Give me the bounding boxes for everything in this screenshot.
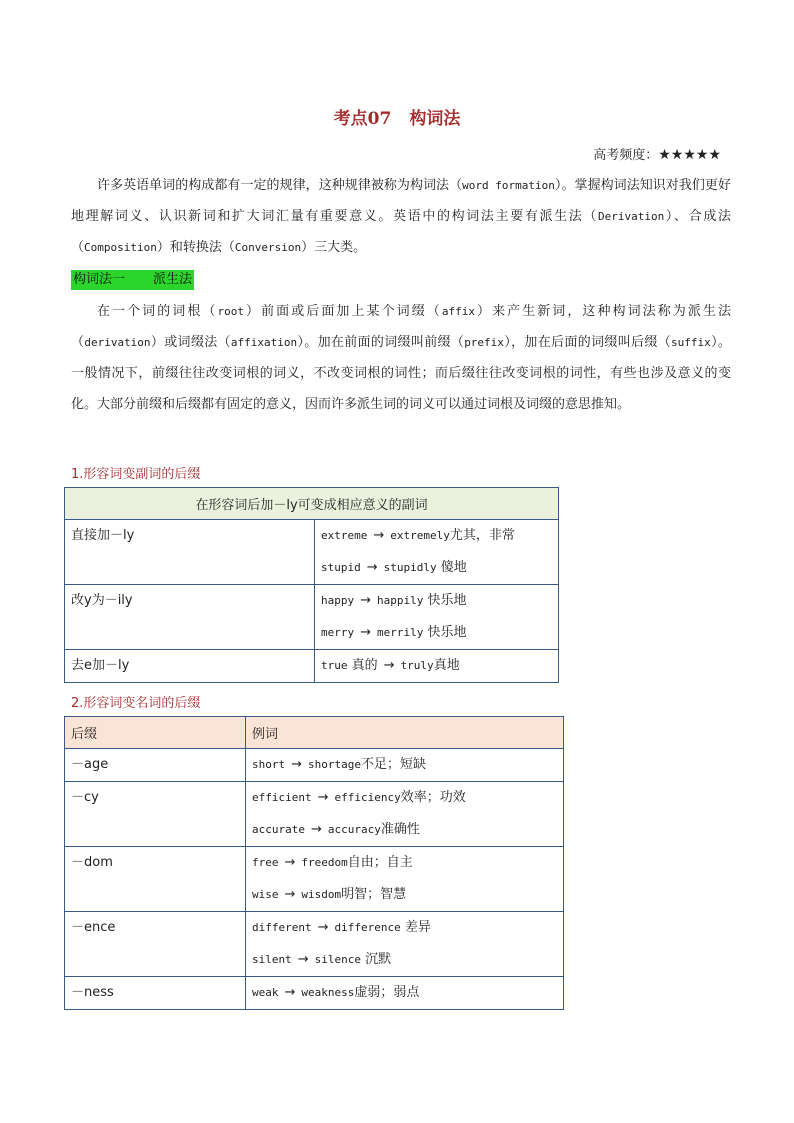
- word-meaning: 虚弱；弱点: [354, 985, 420, 1000]
- word-meaning: 尤其，非常: [449, 528, 515, 543]
- deriv-term-affix: affix: [441, 305, 475, 318]
- word-to: freedom: [301, 856, 348, 869]
- table-row: [65, 749, 564, 782]
- section-heading-noun-suffix: 2.形容词变名词的后缀: [71, 696, 201, 711]
- derivation-paragraph: [71, 296, 731, 420]
- title-point: 考点07: [333, 109, 392, 129]
- column-header-example: 例词: [246, 717, 564, 749]
- arrow-icon: →: [360, 625, 372, 640]
- deriv-term-root: root: [217, 305, 244, 318]
- word-from: silent: [252, 953, 292, 966]
- intro-text-5: ）三大类。: [301, 240, 367, 255]
- frequency-rating: [593, 144, 721, 163]
- word-from: extreme: [321, 529, 368, 542]
- word-from: stupid: [321, 561, 361, 574]
- intro-term-composition: Composition: [84, 241, 157, 254]
- word-to: efficiency: [334, 791, 401, 804]
- example-cell: [315, 520, 559, 585]
- example-line: [252, 944, 557, 976]
- word-meaning: 准确性: [380, 822, 420, 837]
- word-from: free: [252, 856, 279, 869]
- example-cell: [246, 749, 564, 782]
- word-from: true: [321, 659, 348, 672]
- example-line: [252, 912, 557, 944]
- deriv-text-1: 在一个词的词根（: [97, 304, 218, 319]
- noun-suffix-table: [64, 716, 564, 1010]
- deriv-text-2: ）前面或后面加上某个词缀（: [243, 304, 442, 319]
- example-line: [252, 977, 557, 1009]
- deriv-term-derivation: derivation: [84, 336, 151, 349]
- method-name: 派生法: [153, 272, 193, 287]
- intro-text-1: 许多英语单词的构成都有一定的规律，这种规律被称为构词法（: [97, 178, 463, 193]
- column-header-suffix: 后缀: [65, 717, 246, 749]
- table-row: [65, 650, 559, 683]
- arrow-icon: →: [284, 985, 296, 1000]
- example-line: [321, 552, 552, 584]
- deriv-term-prefix: prefix: [464, 336, 504, 349]
- arrow-icon: →: [360, 593, 372, 608]
- word-to: merrily: [377, 626, 424, 639]
- deriv-text-4: ）或词缀法（: [150, 335, 231, 350]
- intro-term-word-formation: word formation: [462, 179, 555, 192]
- deriv-text-3: ）来产生新词，这种构词法称为派生法（: [71, 304, 731, 350]
- example-line: [321, 650, 552, 682]
- arrow-icon: →: [373, 528, 385, 543]
- word-to: truly: [400, 659, 434, 672]
- table-row: [65, 847, 564, 912]
- word-to: happily: [377, 594, 424, 607]
- word-meaning: 自由；自主: [347, 855, 413, 870]
- deriv-text-7: ）。一般情况下，前缀往往改变词根的词义，不改变词根的词性；而后缀往往改变词根的词性，有些也涉及意义的变化。大部分前缀和后缀都有固定的意义，因而许多派生词的词义可以通过词根及词缀的意思推知。: [71, 335, 731, 412]
- table-row: [65, 977, 564, 1010]
- example-line: [252, 814, 557, 846]
- word-to: wisdom: [301, 888, 342, 901]
- arrow-icon: →: [366, 560, 378, 575]
- word-to: silence: [314, 953, 362, 966]
- arrow-icon: →: [383, 658, 395, 673]
- word-to: weakness: [301, 986, 355, 999]
- example-cell: [246, 847, 564, 912]
- example-cell: [246, 782, 564, 847]
- deriv-text-5: ）。加在前面的词缀叫前缀（: [297, 335, 465, 350]
- intro-paragraph: [71, 170, 731, 263]
- suffix-cell: －cy: [65, 782, 246, 847]
- deriv-text-6: ），加在后面的词缀叫后缀（: [503, 335, 672, 350]
- word-meaning: 沉默: [365, 952, 392, 967]
- example-line: [321, 617, 552, 649]
- frequency-stars: ★★★★★: [658, 147, 721, 163]
- word-from: short: [252, 758, 286, 771]
- example-cell: [246, 977, 564, 1010]
- example-line: [321, 585, 552, 617]
- arrow-icon: →: [284, 855, 296, 870]
- word-from: happy: [321, 594, 355, 607]
- section-heading-adverb-suffix: 1.形容词变副词的后缀: [71, 467, 201, 482]
- deriv-term-suffix: suffix: [671, 336, 711, 349]
- suffix-cell: －age: [65, 749, 246, 782]
- table-row: [65, 912, 564, 977]
- word-from-meaning: 真的: [351, 658, 378, 673]
- word-meaning: 快乐地: [427, 593, 467, 608]
- word-meaning: 明智；智慧: [341, 887, 407, 902]
- frequency-label: 高考频度：: [593, 148, 659, 163]
- arrow-icon: →: [291, 757, 303, 772]
- arrow-icon: →: [310, 822, 322, 837]
- word-to: extremely: [390, 529, 450, 542]
- word-meaning: 真地: [433, 658, 460, 673]
- example-line: [252, 782, 557, 814]
- arrow-icon: →: [297, 952, 309, 967]
- example-cell: [246, 912, 564, 977]
- intro-term-derivation: Derivation: [598, 210, 665, 223]
- word-from: different: [252, 921, 312, 934]
- word-meaning: 效率；功效: [400, 790, 466, 805]
- example-cell: [315, 585, 559, 650]
- suffix-cell: －ness: [65, 977, 246, 1010]
- table-row: [65, 782, 564, 847]
- word-from: merry: [321, 626, 355, 639]
- page-title: [0, 104, 794, 129]
- word-from: accurate: [252, 823, 305, 836]
- method-heading: [71, 270, 194, 290]
- rule-cell: 改y为－ily: [65, 585, 315, 650]
- word-to: stupidly: [383, 561, 437, 574]
- word-meaning: 快乐地: [427, 625, 467, 640]
- intro-text-3: ）、合成法（: [71, 209, 731, 255]
- arrow-icon: →: [317, 920, 329, 935]
- example-line: [321, 520, 552, 552]
- word-from: wise: [252, 888, 279, 901]
- title-name: 构词法: [409, 109, 461, 129]
- word-to: difference: [334, 921, 401, 934]
- table-row: [65, 585, 559, 650]
- word-meaning: 差异: [404, 920, 431, 935]
- example-line: [252, 847, 557, 879]
- word-meaning: 不足；短缺: [361, 757, 427, 772]
- word-to: accuracy: [327, 823, 381, 836]
- arrow-icon: →: [284, 887, 296, 902]
- suffix-cell: －dom: [65, 847, 246, 912]
- deriv-term-affixation: affixation: [230, 336, 298, 349]
- intro-term-conversion: Conversion: [234, 241, 302, 254]
- method-label: 构词法一: [73, 272, 126, 287]
- example-line: [252, 879, 557, 911]
- word-from: efficient: [252, 791, 312, 804]
- table-row: [65, 520, 559, 585]
- example-cell: [315, 650, 559, 683]
- rule-cell: 去e加－ly: [65, 650, 315, 683]
- arrow-icon: →: [317, 790, 329, 805]
- rule-cell: 直接加－ly: [65, 520, 315, 585]
- word-meaning: 傻地: [440, 560, 467, 575]
- word-to: shortage: [308, 758, 362, 771]
- intro-text-2: ）。掌握构词法知识对我们更好地理解词义、认识新词和扩大词汇量有重要意义。英语中的构词法主要有派生法（: [71, 178, 731, 224]
- word-from: weak: [252, 986, 279, 999]
- intro-text-4: ）和转换法（: [156, 240, 235, 255]
- example-line: [252, 749, 557, 781]
- suffix-cell: －ence: [65, 912, 246, 977]
- adverb-table-header: 在形容词后加－ly可变成相应意义的副词: [65, 488, 559, 520]
- adverb-suffix-table: [64, 487, 559, 683]
